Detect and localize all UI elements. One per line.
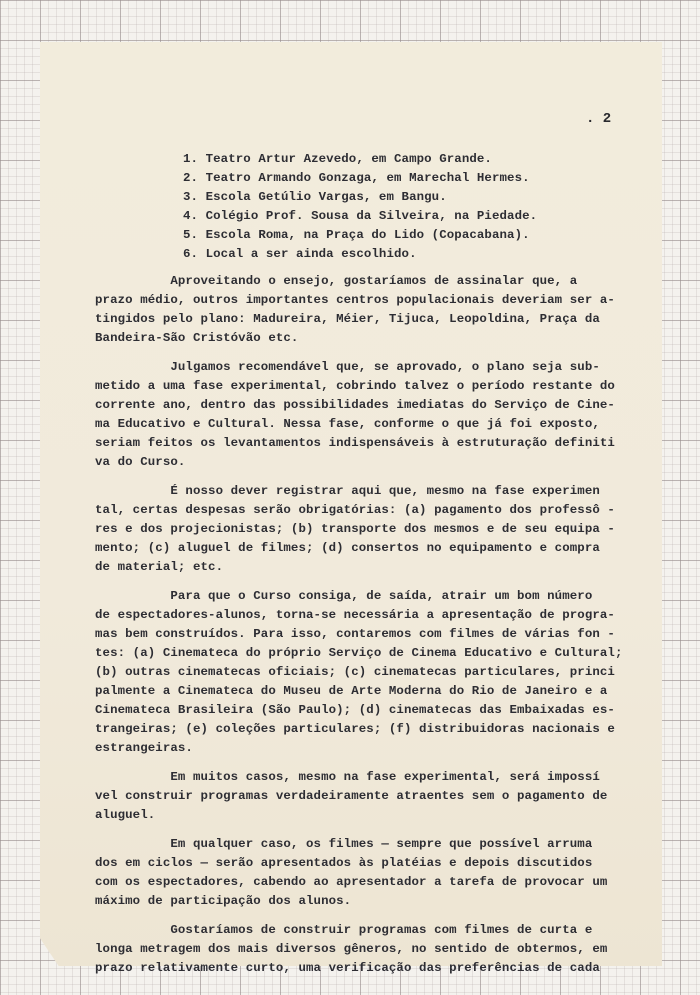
text-line: corrente ano, dentro das possibilidades imediatas do Serviço de Cine- xyxy=(95,398,615,412)
text-line: de espectadores-alunos, torna-se necessária a apresentação de progra- xyxy=(95,608,615,622)
paragraph xyxy=(95,482,615,577)
text-line: Em qualquer caso, os filmes — sempre que possível arruma xyxy=(95,837,593,851)
list-item: 4. Colégio Prof. Sousa da Silveira, na Piedade. xyxy=(183,209,538,223)
text-line: palmente a Cinemateca do Museu de Arte Moderna do Rio de Janeiro e a xyxy=(95,684,608,698)
text-line: É nosso dever registrar aqui que, mesmo na fase experimen xyxy=(95,484,600,498)
paragraphs xyxy=(95,272,623,978)
text-line: com os espectadores, cabendo ao apresentador a tarefa de provocar um xyxy=(95,875,608,889)
venue-list xyxy=(183,150,605,264)
list-item: 2. Teatro Armando Gonzaga, em Marechal Hermes. xyxy=(183,171,530,185)
paragraph xyxy=(95,358,615,472)
text-line: estrangeiras. xyxy=(95,741,193,755)
text-line: tes: (a) Cinemateca do próprio Serviço de Cinema Educativo e Cultural; xyxy=(95,646,623,660)
text-line: aluguel. xyxy=(95,808,156,822)
text-line: Para que o Curso consiga, de saída, atrair um bom número xyxy=(95,589,593,603)
text-line: tingidos pelo plano: Madureira, Méier, Tijuca, Leopoldina, Praça da xyxy=(95,312,600,326)
text-line: dos em ciclos — serão apresentados às platéias e depois discutidos xyxy=(95,856,593,870)
text-line: metido a uma fase experimental, cobrindo talvez o período restante do xyxy=(95,379,615,393)
list-item: 6. Local a ser ainda escolhido. xyxy=(183,247,417,261)
page-number: . 2 xyxy=(586,111,612,127)
text-line: Cinemateca Brasileira (São Paulo); (d) cinematecas das Embaixadas es- xyxy=(95,703,615,717)
text-line: longa metragem dos mais diversos gêneros, no sentido de obtermos, em xyxy=(95,942,608,956)
text-line: tal, certas despesas serão obrigatórias: (a) pagamento dos professô - xyxy=(95,503,615,517)
text-line: mento; (c) aluguel de filmes; (d) consertos no equipamento e compra xyxy=(95,541,600,555)
text-line: prazo relativamente curto, uma verificação das preferências de cada xyxy=(95,961,600,975)
text-line: prazo médio, outros importantes centros populacionais deveriam ser a- xyxy=(95,293,615,307)
list-item: 1. Teatro Artur Azevedo, em Campo Grande. xyxy=(183,152,492,166)
text-line: va do Curso. xyxy=(95,455,186,469)
text-line: Julgamos recomendável que, se aprovado, o plano seja sub- xyxy=(95,360,600,374)
paragraph xyxy=(95,587,623,758)
list-item: 5. Escola Roma, na Praça do Lido (Copacabana). xyxy=(183,228,530,242)
text-line: Bandeira-São Cristóvão etc. xyxy=(95,331,299,345)
paragraph xyxy=(95,768,608,825)
paragraph xyxy=(95,921,608,978)
text-line: res e dos projecionistas; (b) transporte dos mesmos e de seu equipa - xyxy=(95,522,615,536)
list-item: 3. Escola Getúlio Vargas, em Bangu. xyxy=(183,190,447,204)
text-line: (b) outras cinematecas oficiais; (c) cinematecas particulares, princi xyxy=(95,665,615,679)
paragraph xyxy=(95,835,608,911)
text-line: trangeiras; (e) coleções particulares; (f) distribuidoras nacionais e xyxy=(95,722,615,736)
text-line: ma Educativo e Cultural. Nessa fase, conforme o que já foi exposto, xyxy=(95,417,600,431)
text-line: mas bem construídos. Para isso, contaremos com filmes de várias fon - xyxy=(95,627,615,641)
page-body xyxy=(95,150,623,988)
text-line: seriam feitos os levantamentos indispensáveis à estruturação definiti xyxy=(95,436,615,450)
text-line: máximo de participação dos alunos. xyxy=(95,894,352,908)
text-line: de material; etc. xyxy=(95,560,224,574)
text-line: Aproveitando o ensejo, gostaríamos de assinalar que, a xyxy=(95,274,578,288)
text-line: Em muitos casos, mesmo na fase experimental, será impossí xyxy=(95,770,600,784)
paragraph xyxy=(95,272,615,348)
text-line: Gostaríamos de construir programas com filmes de curta e xyxy=(95,923,593,937)
text-line: vel construir programas verdadeiramente atraentes sem o pagamento de xyxy=(95,789,608,803)
